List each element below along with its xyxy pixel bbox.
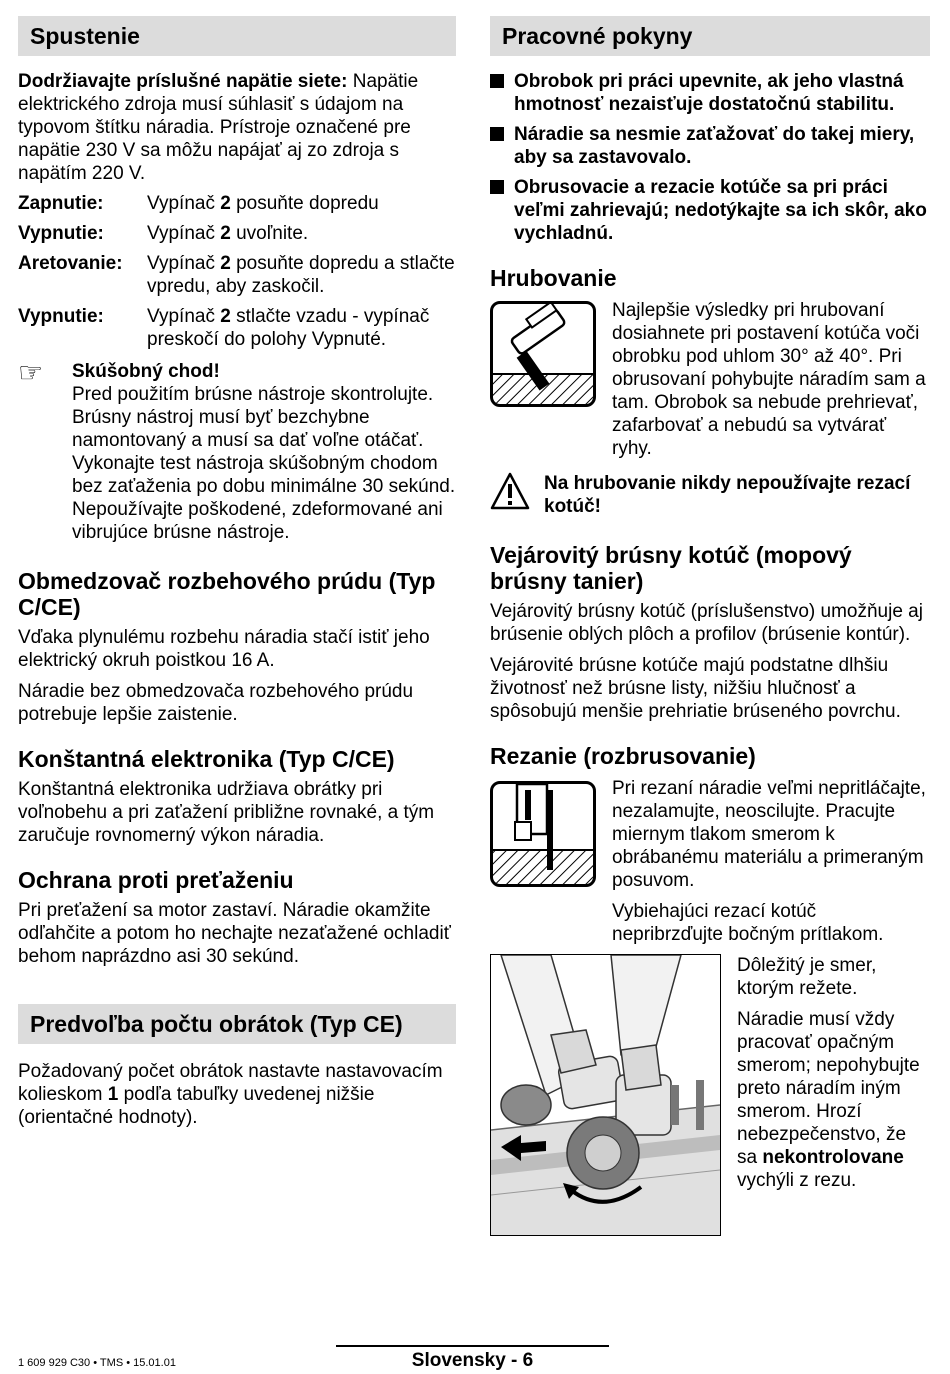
switch-term: Zapnutie: [18, 193, 104, 214]
switch-term: Vypnutie: [18, 223, 104, 244]
switch-row-aretovanie [18, 252, 456, 298]
square-bullet-icon [490, 180, 504, 194]
right-column [490, 16, 930, 1236]
pointing-hand-icon: ☞ [18, 357, 44, 388]
heading-obmedzovac: Obmedzovač rozbehového prúdu (Typ C/CE) [18, 568, 436, 620]
square-bullet-icon [490, 74, 504, 88]
switch-desc: Vypínač 2 uvoľnite. [147, 223, 309, 244]
warning-text: Na hrubovanie nikdy nepoužívajte rezací kotúč! [544, 473, 911, 517]
cutting-disc-icon [490, 781, 596, 887]
switch-definitions [18, 192, 456, 351]
section-header-predvolba: Predvoľba počtu obrátok (Typ CE) [18, 1004, 456, 1044]
speed-preselection-paragraph: Požadovaný počet obrátok nastavte nastavovacím kolieskom 1 podľa tabuľky uvedenej nižšie (orientačné hodnoty). [18, 1061, 443, 1128]
heading-rezanie: Rezanie (rozbrusovanie) [490, 743, 756, 769]
switch-row-zapnutie [18, 192, 456, 215]
left-column [18, 16, 456, 1129]
roughing-text: Najlepšie výsledky pri hrubovaní dosiahnete pri postavení kotúča voči obrobku pod uhlom 30° až 40°. Pri obrusovaní pohybujte náradím sam a tam. Obrobok sa nebude prehrievať, zafarbovať a nebudú sa vytvárať ryhy. [612, 300, 926, 459]
list-item: Náradie sa nesmie zaťažovať do takej miery, aby sa zastavovalo. [490, 123, 930, 169]
roughing-block [490, 299, 930, 460]
paragraph: Náradie bez obmedzovača rozbehového prúdu potrebuje lepšie zaistenie. [18, 681, 414, 725]
cutting-illustration [490, 954, 721, 1236]
test-run-text: Pred použitím brúsne nástroje skontrolujte. Brúsny nástroj musí byť bezchybne namontovaný a musí sa dať voľne otáčať. Vykonajte test nástroja skúšobným chodom bez zaťaženia po dobu minimálne 30 sekúnd. Nepoužívajte poškodené, zdeformované ani vibrujúce brúsne nástroje. [72, 384, 456, 543]
switch-term: Aretovanie: [18, 253, 123, 274]
cutting-direction-block [490, 954, 930, 1236]
voltage-lead: Dodržiavajte príslušné napätie siete: [18, 71, 348, 92]
paragraph: Vďaka plynulému rozbehu náradia stačí istiť jeho elektrický okruh poistkou 16 A. [18, 627, 430, 671]
heading-hrubovanie: Hrubovanie [490, 265, 617, 291]
paragraph: Dôležitý je smer, ktorým režete. [737, 955, 877, 999]
paragraph: Vejárovité brúsne kotúče majú podstatne dlhšiu životnosť než brúsne listy, nižšiu hlučnosť a spôsobujú menšie prehriatie brúseného povrchu. [490, 655, 901, 722]
roughing-warning [490, 472, 930, 518]
switch-desc: Vypínač 2 stlačte vzadu - vypínač preskočí do polohy Vypnuté. [147, 306, 430, 350]
page-number: Slovensky - 6 [411, 1350, 534, 1371]
warning-triangle-icon [490, 472, 544, 518]
voltage-text: Napätie elektrického zdroja musí súhlasiť s údajom na typovom štítku náradia. Prístroje označené pre napätie 230 V sa môžu napájať aj zo zdroja s napätím 220 V. [18, 71, 419, 184]
work-instructions-list [490, 70, 930, 245]
paragraph: Pri rezaní náradie veľmi nepritláčajte, nezalamujte, neoscilujte. Pracujte miernym tlakom smerom k obrábanému materiálu a primeraným posuvom. [612, 778, 926, 891]
switch-row-vypnutie [18, 222, 456, 245]
direction-paragraph: Náradie musí vždy pracovať opačným smerom; nepohybujte preto náradím iným smerom. Hrozí nebezpečenstvo, že sa nekontrolovane vychýli z rezu. [737, 1009, 920, 1191]
section-header-spustenie: Spustenie [18, 16, 456, 56]
paragraph: Konštantná elektronika udržiava obrátky pri voľnobehu a pri zaťažení približne rovnaké, a tým zaručuje rovnomerný výkon náradia. [18, 779, 435, 846]
section-header-pracovne-pokyny: Pracovné pokyny [490, 16, 930, 56]
cutting-block [490, 777, 930, 946]
heading-konstantna-elektronika: Konštantná elektronika (Typ C/CE) [18, 746, 395, 772]
roughing-angle-icon [490, 301, 596, 407]
list-item: Obrobok pri práci upevnite, ak jeho vlastná hmotnosť nezaisťuje dostatočnú stabilitu. [490, 70, 930, 116]
test-run-title: Skúšobný chod! [72, 361, 220, 382]
switch-row-vypnutie-aretovanie [18, 305, 456, 351]
switch-term: Vypnutie: [18, 306, 104, 327]
heading-ochrana: Ochrana proti preťaženiu [18, 867, 294, 893]
footer-doc-code: 1 609 929 C30 • TMS • 15.01.01 [18, 1357, 176, 1369]
square-bullet-icon [490, 127, 504, 141]
footer-divider [336, 1345, 609, 1347]
switch-desc: Vypínač 2 posuňte dopredu a stlačte vpredu, aby zaskočil. [147, 253, 455, 297]
switch-desc: Vypínač 2 posuňte dopredu [147, 193, 379, 214]
paragraph: Vybiehajúci rezací kotúč nepribrzďujte bočným prítlakom. [612, 901, 884, 945]
paragraph: Vejárovitý brúsny kotúč (príslušenstvo) umožňuje aj brúsenie oblých plôch a profilov (brúsenie kontúr). [490, 601, 923, 645]
voltage-paragraph [18, 70, 456, 185]
list-item: Obrusovacie a rezacie kotúče sa pri práci veľmi zahrievajú; nedotýkajte sa ich skôr, ako vychladnú. [490, 176, 930, 245]
test-run-note [18, 357, 456, 544]
heading-vejarovity: Vejárovitý brúsny kotúč (mopový brúsny tanier) [490, 542, 852, 594]
paragraph: Pri preťažení sa motor zastaví. Náradie okamžite odľahčite a potom ho nechajte nezaťažené ochladiť behom naprázdno asi 30 sekúnd. [18, 900, 451, 967]
